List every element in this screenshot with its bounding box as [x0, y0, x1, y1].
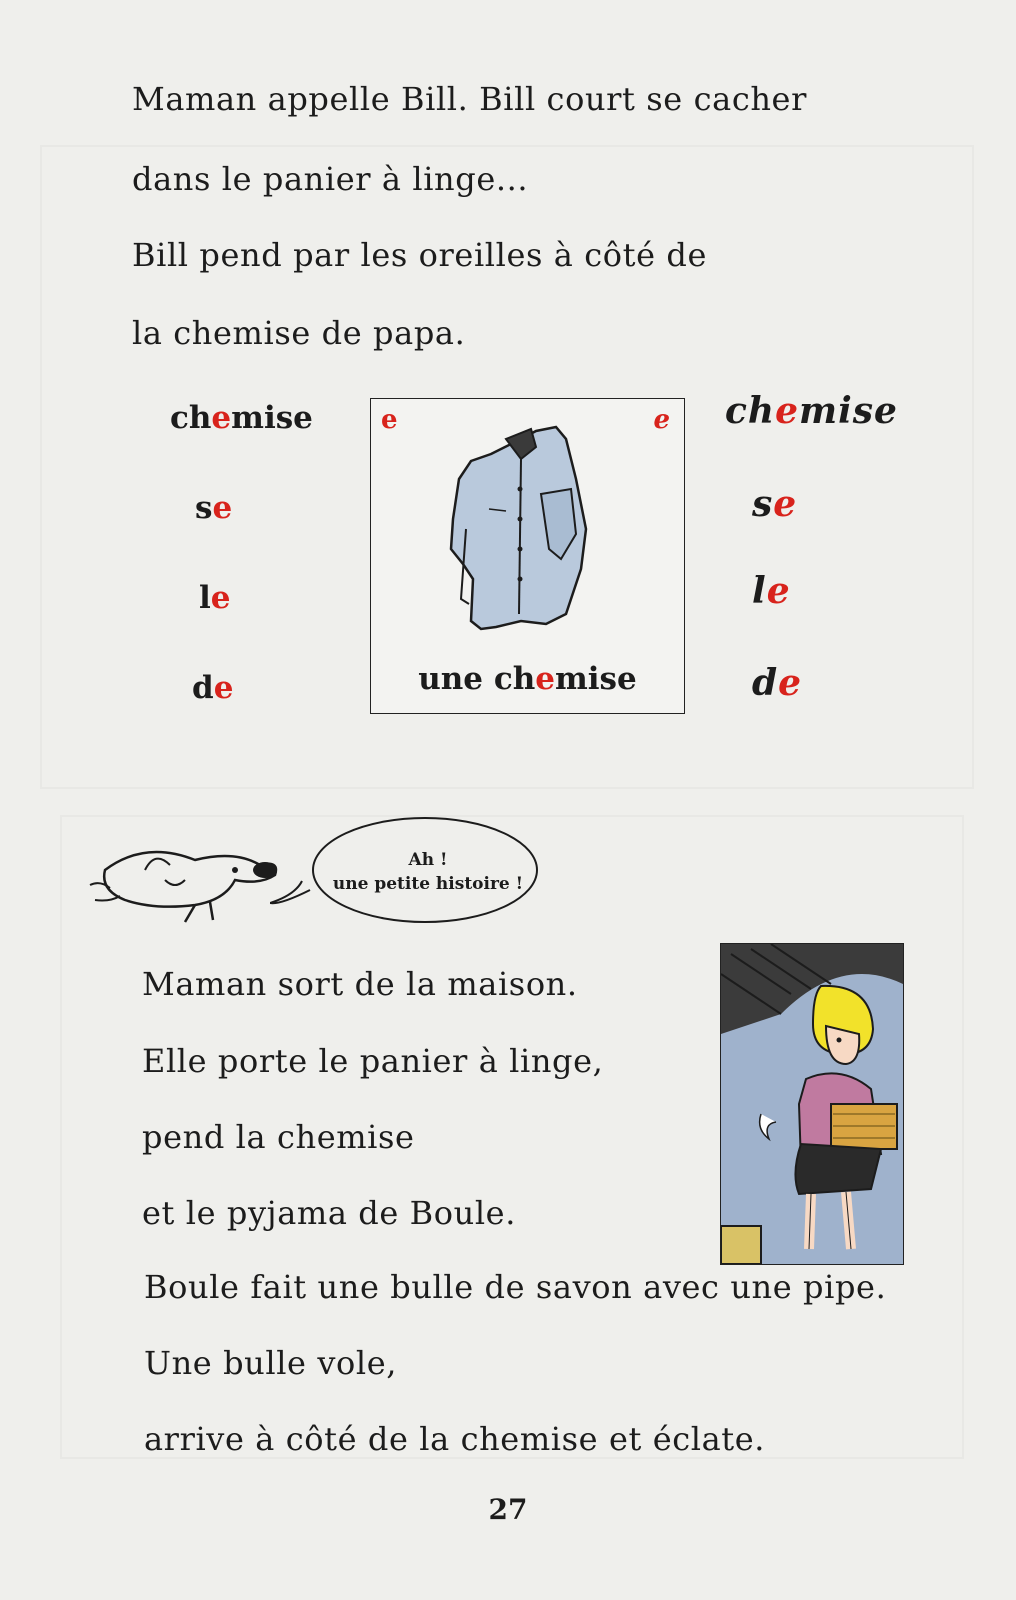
text-line: arrive à côté de la chemise et éclate.: [144, 1420, 766, 1458]
highlighted-letter: e: [773, 483, 798, 525]
text-line: Une bulle vole,: [144, 1344, 398, 1382]
text-line: et le pyjama de Boule.: [142, 1194, 516, 1232]
highlighted-letter: e: [211, 400, 232, 436]
shirt-illustration: [371, 399, 684, 659]
bubble-line: Ah !: [408, 850, 448, 870]
script-letter: e: [653, 405, 670, 435]
highlighted-letter: e: [210, 580, 231, 616]
cursive-word: [752, 483, 797, 525]
highlighted-letter: e: [775, 390, 799, 432]
highlighted-letter: e: [766, 570, 791, 612]
page-number: 27: [488, 1493, 528, 1526]
word-start: s: [195, 490, 213, 526]
caption-start: une ch: [418, 661, 536, 697]
print-letter: e: [381, 405, 398, 435]
text-line: pend la chemise: [142, 1118, 415, 1156]
word-start: l: [752, 570, 767, 612]
highlighted-letter: e: [212, 490, 233, 526]
highlighted-letter: e: [778, 662, 803, 704]
bubble-line: une petite histoire !: [332, 874, 524, 894]
word-start: s: [752, 483, 774, 525]
vocabulary-card: [370, 398, 685, 714]
word-start: l: [199, 580, 211, 616]
word-start: ch: [725, 390, 776, 432]
mother-illustration: [721, 944, 903, 1264]
word-start: ch: [170, 400, 212, 436]
text-line: Maman sort de la maison.: [142, 965, 578, 1003]
text-line: Elle porte le panier à linge,: [142, 1042, 604, 1080]
text-line: la chemise de papa.: [132, 314, 466, 352]
caption-end: mise: [554, 661, 637, 697]
card-caption: [371, 661, 684, 697]
print-word: [195, 490, 232, 526]
cursive-word: [752, 570, 791, 612]
text-line: Maman appelle Bill. Bill court se cacher: [132, 80, 807, 118]
cursive-word: [752, 662, 802, 704]
cursive-word: [725, 390, 898, 432]
text-line: dans le panier à linge...: [132, 160, 529, 198]
speech-bubble-text: [318, 848, 538, 896]
text-line: Bill pend par les oreilles à côté de: [132, 236, 708, 274]
print-word: [192, 670, 233, 706]
word-start: d: [752, 662, 779, 704]
word-end: mise: [231, 400, 313, 436]
highlighted-letter: e: [535, 661, 555, 697]
text-line: Boule fait une bulle de savon avec une pipe.: [144, 1268, 887, 1306]
highlighted-letter: e: [213, 670, 234, 706]
word-start: d: [192, 670, 214, 706]
print-word: [170, 400, 313, 436]
print-word: [199, 580, 231, 616]
word-end: mise: [799, 390, 898, 432]
comic-panel: [720, 943, 904, 1265]
